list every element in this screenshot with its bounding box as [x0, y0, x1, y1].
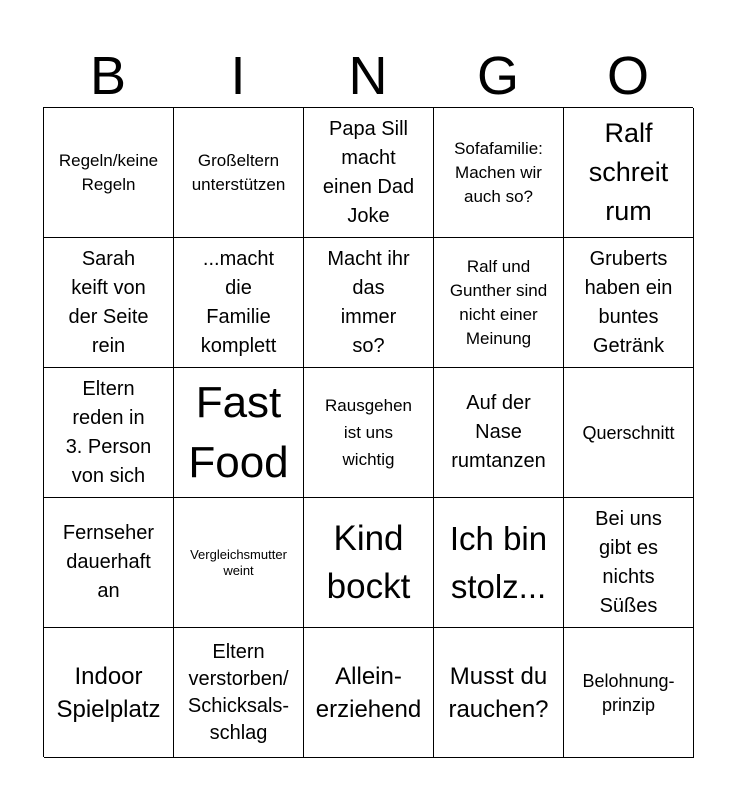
bingo-cell[interactable]: [564, 368, 694, 498]
bingo-cell[interactable]: [434, 108, 564, 238]
bingo-cell[interactable]: [44, 238, 174, 368]
cell-text: Großeltern unterstützen: [191, 150, 286, 194]
bingo-cell[interactable]: [434, 498, 564, 628]
cell-text: Indoor Spielplatz: [56, 662, 161, 723]
cell-text: Sarah keift von der Seite rein: [68, 247, 149, 357]
cell-text: Papa Sill macht einen Dad Joke: [322, 117, 415, 227]
cell-text: Ralf und Gunther sind nicht einer Meinung: [449, 256, 548, 348]
cell-text: Vergleichsmutter weint: [190, 546, 287, 578]
bingo-cell[interactable]: [434, 368, 564, 498]
bingo-cell[interactable]: [174, 238, 304, 368]
bingo-cell[interactable]: [44, 108, 174, 238]
cell-text: Musst du rauchen?: [448, 662, 549, 723]
cell-text: Fast Food: [188, 377, 289, 487]
bingo-cell[interactable]: [44, 368, 174, 498]
cell-text: Kind bockt: [326, 518, 411, 606]
cell-text: Gruberts haben ein buntes Getränk: [584, 247, 673, 357]
bingo-cell[interactable]: [304, 498, 434, 628]
bingo-cell[interactable]: [434, 628, 564, 758]
cell-text: Macht ihr das immer so?: [327, 247, 410, 357]
header-letter-i: I: [230, 46, 246, 106]
bingo-cell[interactable]: [44, 498, 174, 628]
bingo-cell[interactable]: [564, 628, 694, 758]
cell-text: Eltern verstorben/ Schicksals- schlag: [187, 640, 290, 744]
cell-text: Belohnung- prinzip: [582, 670, 675, 715]
cell-text: Regeln/keine Regeln: [58, 150, 159, 194]
bingo-cell[interactable]: [174, 108, 304, 238]
bingo-grid: [43, 107, 693, 757]
cell-text: Allein- erziehend: [315, 662, 422, 723]
cell-text: Eltern reden in 3. Person von sich: [65, 377, 152, 487]
bingo-cell[interactable]: [434, 238, 564, 368]
cell-text: Auf der Nase rumtanzen: [451, 392, 546, 472]
cell-text: Querschnitt: [582, 422, 675, 443]
header-letter-g: G: [476, 46, 519, 106]
header-letter-o: O: [606, 46, 649, 106]
bingo-cell[interactable]: [44, 628, 174, 758]
bingo-cell[interactable]: [564, 498, 694, 628]
bingo-cell[interactable]: [564, 238, 694, 368]
header-letter-b: B: [89, 46, 127, 106]
cell-text: Bei uns gibt es nichts Süßes: [595, 507, 662, 617]
bingo-cell[interactable]: [304, 238, 434, 368]
header-letter-n: N: [348, 46, 388, 106]
bingo-header: [43, 45, 693, 107]
cell-text: Ich bin stolz...: [449, 519, 548, 605]
cell-text: Rausgehen ist uns wichtig: [325, 396, 412, 469]
bingo-cell[interactable]: [304, 628, 434, 758]
bingo-cell[interactable]: [304, 108, 434, 238]
bingo-cell[interactable]: [564, 108, 694, 238]
cell-text: Ralf schreit rum: [588, 118, 669, 226]
bingo-cell[interactable]: [174, 368, 304, 498]
cell-text: ...macht die Familie komplett: [200, 247, 277, 357]
bingo-cell[interactable]: [174, 498, 304, 628]
cell-text: Fernseher dauerhaft an: [62, 522, 155, 602]
bingo-cell[interactable]: [174, 628, 304, 758]
cell-text: Sofafamilie: Machen wir auch so?: [454, 138, 543, 206]
bingo-cell[interactable]: [304, 368, 434, 498]
